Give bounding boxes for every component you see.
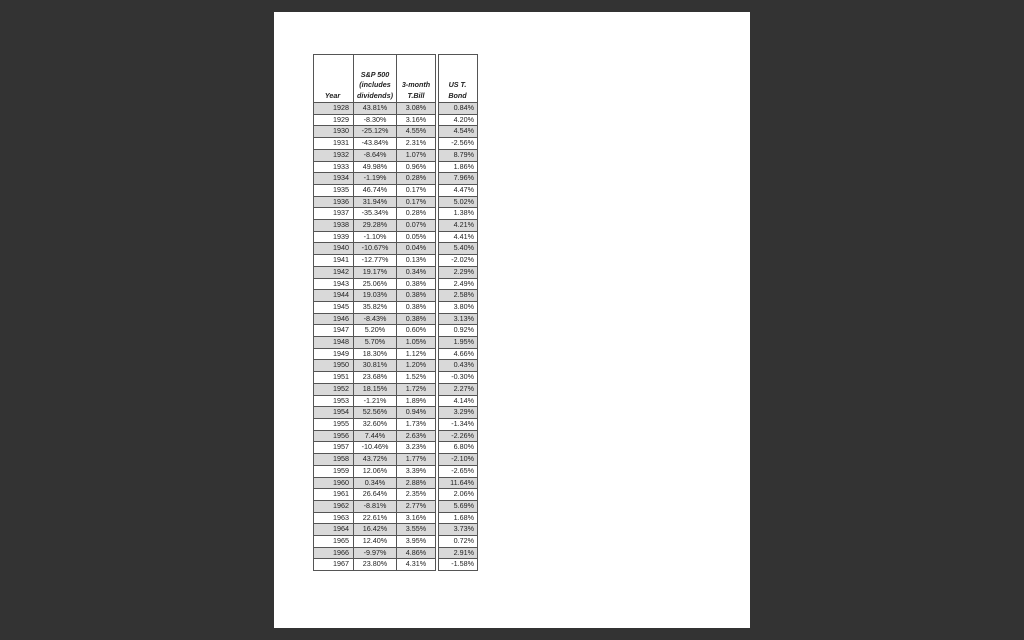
tbill-cell: 0.28%: [397, 173, 436, 185]
sp500-cell: 26.64%: [354, 489, 397, 501]
bond-cell: 3.80%: [439, 301, 478, 313]
sp500-cell: 43.81%: [354, 103, 397, 115]
year-cell: 1946: [314, 313, 354, 325]
year-cell: 1949: [314, 348, 354, 360]
bond-cell: 4.54%: [439, 126, 478, 138]
sp500-cell: 16.42%: [354, 524, 397, 536]
tbill-cell: 0.38%: [397, 290, 436, 302]
table-row: [314, 536, 478, 548]
table-row: [314, 313, 478, 325]
year-cell: 1939: [314, 231, 354, 243]
sp500-cell: 25.06%: [354, 278, 397, 290]
bond-cell: 4.21%: [439, 220, 478, 232]
bond-cell: 2.27%: [439, 383, 478, 395]
year-cell: 1962: [314, 500, 354, 512]
header-line: T.Bill: [407, 90, 425, 100]
table-row: [314, 383, 478, 395]
header-line: dividends): [357, 90, 393, 100]
table-row: [314, 220, 478, 232]
bond-cell: 2.58%: [439, 290, 478, 302]
bond-cell: -0.30%: [439, 372, 478, 384]
sp500-cell: 7.44%: [354, 430, 397, 442]
sp500-cell: 18.30%: [354, 348, 397, 360]
sp500-cell: -43.84%: [354, 138, 397, 150]
year-cell: 1964: [314, 524, 354, 536]
table-row: [314, 114, 478, 126]
bond-cell: 3.29%: [439, 407, 478, 419]
header-line: Year: [324, 90, 341, 100]
year-cell: 1965: [314, 536, 354, 548]
bond-cell: 3.73%: [439, 524, 478, 536]
table-body: [314, 103, 478, 571]
header-row: [314, 55, 478, 103]
sp500-cell: 22.61%: [354, 512, 397, 524]
bond-cell: 0.84%: [439, 103, 478, 115]
tbill-cell: 3.23%: [397, 442, 436, 454]
tbill-cell: 1.07%: [397, 149, 436, 161]
bond-cell: 2.29%: [439, 266, 478, 278]
bond-cell: -2.26%: [439, 430, 478, 442]
tbill-cell: 1.52%: [397, 372, 436, 384]
bond-cell: 6.80%: [439, 442, 478, 454]
year-cell: 1960: [314, 477, 354, 489]
table-row: [314, 208, 478, 220]
table-row: [314, 301, 478, 313]
table-row: [314, 149, 478, 161]
table-row: [314, 243, 478, 255]
sp500-cell: 5.20%: [354, 325, 397, 337]
tbill-cell: 0.96%: [397, 161, 436, 173]
year-cell: 1942: [314, 266, 354, 278]
sp500-cell: 23.68%: [354, 372, 397, 384]
tbill-cell: 0.17%: [397, 184, 436, 196]
table-row: [314, 512, 478, 524]
table-row: [314, 477, 478, 489]
table-row: [314, 500, 478, 512]
tbill-cell: 2.77%: [397, 500, 436, 512]
table-row: [314, 430, 478, 442]
sp500-cell: 19.17%: [354, 266, 397, 278]
tbill-cell: 4.31%: [397, 559, 436, 571]
sp500-cell: 5.70%: [354, 337, 397, 349]
bond-cell: 3.13%: [439, 313, 478, 325]
year-cell: 1941: [314, 255, 354, 267]
year-cell: 1944: [314, 290, 354, 302]
sp500-cell: 29.28%: [354, 220, 397, 232]
year-cell: 1947: [314, 325, 354, 337]
tbill-cell: 0.17%: [397, 196, 436, 208]
year-cell: 1943: [314, 278, 354, 290]
table-row: [314, 138, 478, 150]
table-row: [314, 290, 478, 302]
table-row: [314, 278, 478, 290]
header-sp500: [354, 55, 397, 103]
header-year: [314, 55, 354, 103]
bond-cell: -2.56%: [439, 138, 478, 150]
sp500-cell: 18.15%: [354, 383, 397, 395]
table-row: [314, 418, 478, 430]
tbill-cell: 1.73%: [397, 418, 436, 430]
tbill-cell: 0.38%: [397, 301, 436, 313]
table-row: [314, 407, 478, 419]
sp500-cell: -35.34%: [354, 208, 397, 220]
tbill-cell: 3.16%: [397, 512, 436, 524]
table-row: [314, 255, 478, 267]
table-row: [314, 348, 478, 360]
sp500-cell: 23.80%: [354, 559, 397, 571]
table-row: [314, 454, 478, 466]
sp500-cell: -10.46%: [354, 442, 397, 454]
bond-cell: -2.02%: [439, 255, 478, 267]
tbill-cell: 2.63%: [397, 430, 436, 442]
tbill-cell: 0.94%: [397, 407, 436, 419]
table-row: [314, 325, 478, 337]
bond-cell: 5.40%: [439, 243, 478, 255]
tbill-cell: 1.89%: [397, 395, 436, 407]
year-cell: 1936: [314, 196, 354, 208]
tbill-cell: 0.07%: [397, 220, 436, 232]
header-line: (includes: [359, 80, 391, 89]
table-row: [314, 161, 478, 173]
bond-cell: 4.14%: [439, 395, 478, 407]
sp500-cell: 43.72%: [354, 454, 397, 466]
sp500-cell: -8.30%: [354, 114, 397, 126]
bond-cell: 1.68%: [439, 512, 478, 524]
table-row: [314, 196, 478, 208]
year-cell: 1932: [314, 149, 354, 161]
year-cell: 1959: [314, 465, 354, 477]
table-row: [314, 231, 478, 243]
table-row: [314, 103, 478, 115]
header-line: US T.: [448, 80, 467, 89]
bond-cell: 5.69%: [439, 500, 478, 512]
bond-cell: 1.86%: [439, 161, 478, 173]
year-cell: 1948: [314, 337, 354, 349]
year-cell: 1933: [314, 161, 354, 173]
tbill-cell: 3.95%: [397, 536, 436, 548]
sp500-cell: 52.56%: [354, 407, 397, 419]
year-cell: 1950: [314, 360, 354, 372]
table-row: [314, 360, 478, 372]
year-cell: 1963: [314, 512, 354, 524]
bond-cell: 7.96%: [439, 173, 478, 185]
year-cell: 1931: [314, 138, 354, 150]
bond-cell: -1.58%: [439, 559, 478, 571]
sp500-cell: -8.64%: [354, 149, 397, 161]
tbill-cell: 4.55%: [397, 126, 436, 138]
sp500-cell: 0.34%: [354, 477, 397, 489]
sp500-cell: -8.81%: [354, 500, 397, 512]
year-cell: 1945: [314, 301, 354, 313]
tbill-cell: 1.12%: [397, 348, 436, 360]
table-row: [314, 126, 478, 138]
sp500-cell: 32.60%: [354, 418, 397, 430]
tbill-cell: 1.77%: [397, 454, 436, 466]
header-line: 3-month: [401, 80, 431, 89]
year-cell: 1951: [314, 372, 354, 384]
header-tbill: [397, 55, 436, 103]
table-row: [314, 465, 478, 477]
sp500-cell: 12.06%: [354, 465, 397, 477]
sp500-cell: 19.03%: [354, 290, 397, 302]
sp500-cell: 12.40%: [354, 536, 397, 548]
table-row: [314, 547, 478, 559]
sp500-cell: 49.98%: [354, 161, 397, 173]
year-cell: 1953: [314, 395, 354, 407]
tbill-cell: 1.05%: [397, 337, 436, 349]
year-cell: 1928: [314, 103, 354, 115]
bond-cell: 4.66%: [439, 348, 478, 360]
sp500-cell: 35.82%: [354, 301, 397, 313]
tbill-cell: 0.05%: [397, 231, 436, 243]
sp500-cell: -25.12%: [354, 126, 397, 138]
tbill-cell: 0.13%: [397, 255, 436, 267]
table-row: [314, 266, 478, 278]
tbill-cell: 3.55%: [397, 524, 436, 536]
bond-cell: 4.47%: [439, 184, 478, 196]
tbill-cell: 3.08%: [397, 103, 436, 115]
year-cell: 1940: [314, 243, 354, 255]
bond-cell: 0.43%: [439, 360, 478, 372]
header-bond: [439, 55, 478, 103]
table-row: [314, 372, 478, 384]
table-row: [314, 184, 478, 196]
table-row: [314, 489, 478, 501]
table-row: [314, 337, 478, 349]
header-line: Bond: [448, 90, 467, 100]
table-row: [314, 524, 478, 536]
tbill-cell: 1.72%: [397, 383, 436, 395]
year-cell: 1954: [314, 407, 354, 419]
bond-cell: -2.10%: [439, 454, 478, 466]
sp500-cell: 46.74%: [354, 184, 397, 196]
bond-cell: 4.20%: [439, 114, 478, 126]
table-row: [314, 395, 478, 407]
sp500-cell: -8.43%: [354, 313, 397, 325]
bond-cell: 2.49%: [439, 278, 478, 290]
bond-cell: 11.64%: [439, 477, 478, 489]
year-cell: 1966: [314, 547, 354, 559]
bond-cell: 2.06%: [439, 489, 478, 501]
tbill-cell: 0.38%: [397, 278, 436, 290]
tbill-cell: 2.31%: [397, 138, 436, 150]
tbill-cell: 4.86%: [397, 547, 436, 559]
tbill-cell: 0.38%: [397, 313, 436, 325]
bond-cell: 8.79%: [439, 149, 478, 161]
document-page: [274, 12, 750, 628]
sp500-cell: -9.97%: [354, 547, 397, 559]
bond-cell: 0.72%: [439, 536, 478, 548]
tbill-cell: 2.35%: [397, 489, 436, 501]
bond-cell: 4.41%: [439, 231, 478, 243]
year-cell: 1952: [314, 383, 354, 395]
tbill-cell: 3.16%: [397, 114, 436, 126]
sp500-cell: -1.10%: [354, 231, 397, 243]
bond-cell: -2.65%: [439, 465, 478, 477]
tbill-cell: 0.28%: [397, 208, 436, 220]
sp500-cell: 31.94%: [354, 196, 397, 208]
bond-cell: 5.02%: [439, 196, 478, 208]
bond-cell: 0.92%: [439, 325, 478, 337]
header-line: S&P 500: [360, 69, 390, 79]
year-cell: 1929: [314, 114, 354, 126]
year-cell: 1961: [314, 489, 354, 501]
table-row: [314, 173, 478, 185]
year-cell: 1956: [314, 430, 354, 442]
year-cell: 1958: [314, 454, 354, 466]
table-row: [314, 559, 478, 571]
year-cell: 1938: [314, 220, 354, 232]
year-cell: 1957: [314, 442, 354, 454]
sp500-cell: -1.19%: [354, 173, 397, 185]
year-cell: 1967: [314, 559, 354, 571]
tbill-cell: 0.04%: [397, 243, 436, 255]
tbill-cell: 3.39%: [397, 465, 436, 477]
sp500-cell: 30.81%: [354, 360, 397, 372]
sp500-cell: -12.77%: [354, 255, 397, 267]
sp500-cell: -1.21%: [354, 395, 397, 407]
tbill-cell: 0.34%: [397, 266, 436, 278]
table-row: [314, 442, 478, 454]
tbill-cell: 0.60%: [397, 325, 436, 337]
returns-table: [313, 54, 478, 571]
sp500-cell: -10.67%: [354, 243, 397, 255]
bond-cell: 2.91%: [439, 547, 478, 559]
year-cell: 1934: [314, 173, 354, 185]
year-cell: 1935: [314, 184, 354, 196]
year-cell: 1937: [314, 208, 354, 220]
tbill-cell: 1.20%: [397, 360, 436, 372]
tbill-cell: 2.88%: [397, 477, 436, 489]
bond-cell: -1.34%: [439, 418, 478, 430]
bond-cell: 1.38%: [439, 208, 478, 220]
year-cell: 1955: [314, 418, 354, 430]
year-cell: 1930: [314, 126, 354, 138]
bond-cell: 1.95%: [439, 337, 478, 349]
